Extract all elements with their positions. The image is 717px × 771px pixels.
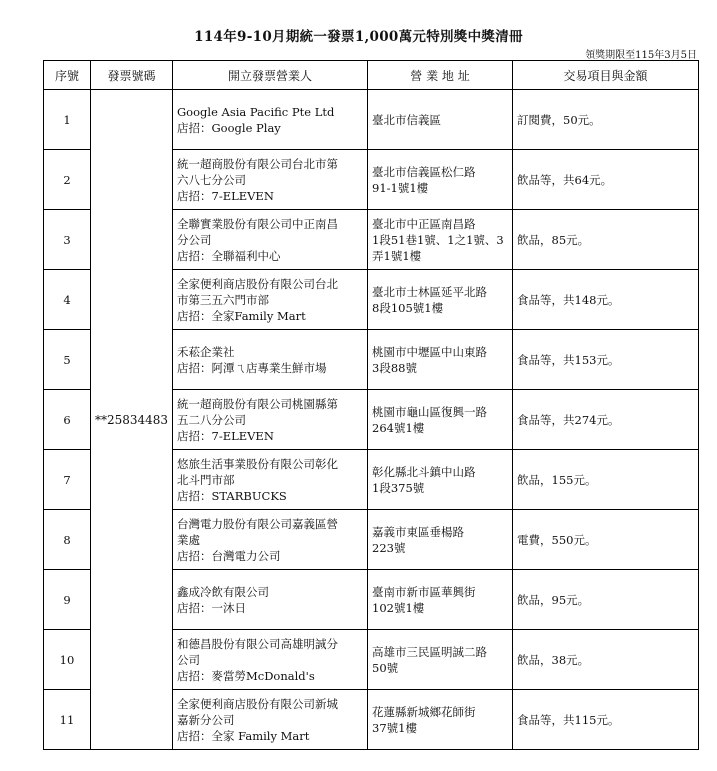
address-line: 102號1樓 [372, 600, 425, 615]
address-cell [368, 90, 513, 150]
merchant-line: 店招：阿潭ㄟ店專業生鮮市場 [177, 360, 327, 375]
address-line: 花蓮縣新城鄉花師街 [372, 704, 476, 719]
serial-number-cell: 6 [44, 390, 91, 450]
merchant-line: 市第三五六門市部 [177, 292, 269, 307]
transaction-amount-cell: 飲品，155元。 [513, 450, 699, 510]
address-line: 8段105號1樓 [372, 300, 444, 315]
column-header-amount: 交易項目與金額 [513, 61, 699, 90]
address-line: 桃園市中壢區中山東路 [372, 344, 487, 359]
winners-table [43, 60, 699, 750]
column-header-invoice: 發票號碼 [91, 61, 173, 90]
address-line: 桃園市龜山區復興一路 [372, 404, 487, 419]
serial-number-cell: 10 [44, 630, 91, 690]
address-cell [368, 330, 513, 390]
merchant-line: 業處 [177, 532, 200, 547]
address-cell [368, 270, 513, 330]
address-line: 50號 [372, 660, 399, 675]
address-line: 臺北市士林區延平北路 [372, 284, 487, 299]
address-cell [368, 510, 513, 570]
merchant-line: 公司 [177, 652, 200, 667]
merchant-cell [173, 390, 368, 450]
merchant-line: 鑫成冷飲有限公司 [177, 584, 269, 599]
address-line: 臺南市新市區華興街 [372, 584, 476, 599]
column-header-address: 營 業 地 址 [368, 61, 513, 90]
address-cell [368, 450, 513, 510]
address-line: 臺北市信義區 [372, 112, 441, 127]
merchant-line: 店招：台灣電力公司 [177, 548, 281, 563]
transaction-amount-cell: 電費，550元。 [513, 510, 699, 570]
table-header-row [44, 61, 699, 90]
address-line: 3段88號 [372, 360, 417, 375]
address-cell [368, 690, 513, 750]
merchant-line: 全聯實業股份有限公司中正南昌 [177, 216, 338, 231]
merchant-cell [173, 210, 368, 270]
address-line: 223號 [372, 540, 406, 555]
transaction-amount-cell: 食品等，共148元。 [513, 270, 699, 330]
serial-number-cell: 4 [44, 270, 91, 330]
merchant-line: 店招：7-ELEVEN [177, 428, 274, 443]
transaction-amount-cell: 食品等，共274元。 [513, 390, 699, 450]
address-cell [368, 390, 513, 450]
address-line: 高雄市三民區明誠二路 [372, 644, 487, 659]
address-line: 1段375號 [372, 480, 425, 495]
merchant-line: 六八七分公司 [177, 172, 246, 187]
serial-number-cell: 2 [44, 150, 91, 210]
merchant-line: 五二八分公司 [177, 412, 246, 427]
address-line: 弄1號1樓 [372, 248, 422, 263]
merchant-cell [173, 690, 368, 750]
transaction-amount-cell: 飲品等，共64元。 [513, 150, 699, 210]
merchant-cell [173, 270, 368, 330]
merchant-line: 台灣電力股份有限公司嘉義區營 [177, 516, 338, 531]
address-line: 臺北市中正區南昌路 [372, 216, 476, 231]
transaction-amount-cell: 食品等，共115元。 [513, 690, 699, 750]
merchant-cell [173, 90, 368, 150]
address-line: 1段51巷1號、1之1號、3 [372, 232, 504, 247]
merchant-cell [173, 150, 368, 210]
merchant-line: 和德昌股份有限公司高雄明誠分 [177, 636, 338, 651]
merchant-line: 店招：7-ELEVEN [177, 188, 274, 203]
transaction-amount-cell: 飲品，38元。 [513, 630, 699, 690]
merchant-cell [173, 510, 368, 570]
merchant-line: 店招：麥當勞McDonald's [177, 668, 315, 683]
address-line: 264號1樓 [372, 420, 425, 435]
merchant-line: 店招：一沐日 [177, 600, 246, 615]
serial-number-cell: 9 [44, 570, 91, 630]
table-body [44, 90, 699, 750]
address-cell [368, 210, 513, 270]
serial-number-cell: 1 [44, 90, 91, 150]
serial-number-cell: 7 [44, 450, 91, 510]
merchant-line: 北斗門市部 [177, 472, 235, 487]
invoice-number-cell: **25834483 [91, 90, 173, 750]
address-line: 臺北市信義區松仁路 [372, 164, 476, 179]
merchant-line: 全家便利商店股份有限公司新城 [177, 696, 338, 711]
merchant-line: Google Asia Pacific Pte Ltd [177, 104, 335, 119]
merchant-line: 悠旅生活事業股份有限公司彰化 [177, 456, 338, 471]
merchant-line: 全家便利商店股份有限公司台北 [177, 276, 338, 291]
column-header-merchant: 開立發票營業人 [173, 61, 368, 90]
merchant-line: 分公司 [177, 232, 212, 247]
serial-number-cell: 3 [44, 210, 91, 270]
claim-deadline: 領獎期限至115年3月5日 [585, 50, 697, 61]
transaction-amount-cell: 食品等，共153元。 [513, 330, 699, 390]
address-line: 37號1樓 [372, 720, 417, 735]
serial-number-cell: 8 [44, 510, 91, 570]
address-line: 彰化縣北斗鎮中山路 [372, 464, 476, 479]
merchant-line: 店招：STARBUCKS [177, 488, 287, 503]
column-header-serial: 序號 [44, 61, 91, 90]
table-row [44, 90, 699, 150]
merchant-line: 統一超商股份有限公司台北市第 [177, 156, 338, 171]
serial-number-cell: 5 [44, 330, 91, 390]
merchant-line: 店招：全家 Family Mart [177, 728, 310, 743]
address-line: 91-1號1樓 [372, 180, 429, 195]
address-line: 嘉義市東區垂楊路 [372, 524, 464, 539]
address-cell [368, 570, 513, 630]
transaction-amount-cell: 訂閱費，50元。 [513, 90, 699, 150]
merchant-cell [173, 570, 368, 630]
merchant-cell [173, 630, 368, 690]
address-cell [368, 630, 513, 690]
merchant-line: 統一超商股份有限公司桃園縣第 [177, 396, 338, 411]
merchant-line: 店招：全聯福利中心 [177, 248, 281, 263]
merchant-line: 店招：全家Family Mart [177, 308, 306, 323]
merchant-cell [173, 450, 368, 510]
transaction-amount-cell: 飲品，95元。 [513, 570, 699, 630]
merchant-line: 店招：Google Play [177, 120, 281, 135]
serial-number-cell: 11 [44, 690, 91, 750]
transaction-amount-cell: 飲品，85元。 [513, 210, 699, 270]
merchant-line: 禾菘企業社 [177, 344, 235, 359]
merchant-cell [173, 330, 368, 390]
address-cell [368, 150, 513, 210]
document-title: 114年9-10月期統一發票1,000萬元特別獎中獎清冊 [194, 29, 523, 45]
merchant-line: 嘉新分公司 [177, 712, 235, 727]
